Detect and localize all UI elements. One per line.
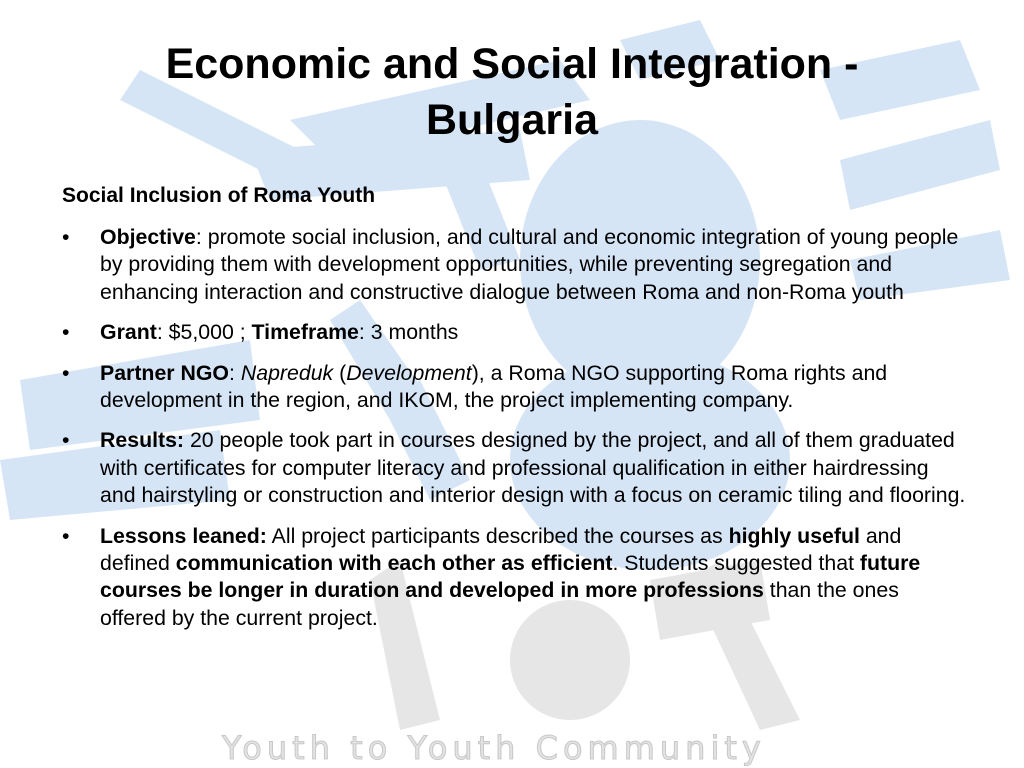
- bullet-results: [62, 427, 968, 509]
- bullet-label-timeframe: Timeframe: [251, 320, 359, 345]
- bullet-text: than the ones offered by the current project.: [100, 578, 899, 630]
- bullet-dot: •: [62, 225, 70, 249]
- bullet-text: : 3 months: [358, 320, 459, 345]
- bullet-text: and defined: [100, 523, 902, 576]
- bullet-text: . Students suggested that: [612, 551, 860, 576]
- bullet-text: :: [229, 360, 241, 385]
- title-line-1: Economic and Social Integration -: [165, 40, 859, 88]
- ngo-translation: Development: [346, 360, 472, 385]
- footer-watermark-text: Youth to Youth Community: [222, 729, 766, 767]
- bullet-dot: •: [62, 428, 70, 453]
- bullet-label: Grant: [100, 320, 157, 345]
- bullet-objective: [62, 224, 968, 306]
- bullet-label: Results:: [100, 428, 185, 453]
- title-line-2: Bulgaria: [425, 96, 599, 144]
- bullet-label: Lessons leaned:: [100, 523, 267, 548]
- bullet-text: : promote social inclusion, and cultural and economic integration of young people by providing them with development opportunities, while preventing segregation and enhancing interaction and constructive dialogue between Roma and non-Roma youth: [100, 225, 959, 304]
- bullet-emphasis: highly useful: [728, 523, 860, 548]
- bullet-partner-ngo: [62, 360, 968, 415]
- bullet-text: 20 people took part in courses designed by the project, and all of them graduated with certificates for computer literacy and professional qualification in either hairdressing and hairstyling or construction and interior design with a focus on ceramic tiling and flooring.: [100, 428, 966, 508]
- bullet-text: : $5,000 ;: [156, 320, 252, 345]
- bullet-list: [62, 224, 968, 645]
- bullet-label: Partner NGO: [100, 360, 229, 385]
- bullet-label: Objective: [100, 225, 196, 249]
- bullet-text: (: [333, 360, 347, 385]
- bullet-grant: [62, 319, 968, 346]
- slide-title: [60, 36, 964, 148]
- bullet-dot: •: [62, 320, 70, 345]
- bullet-emphasis: communication with each other as efficient: [175, 551, 613, 576]
- section-subtitle: Social Inclusion of Roma Youth: [62, 184, 376, 207]
- bullet-dot: •: [62, 523, 70, 548]
- bullet-lessons: [62, 523, 968, 633]
- ngo-name: Napreduk: [240, 360, 334, 385]
- bullet-dot: •: [62, 360, 70, 385]
- bullet-emphasis: future courses be longer in duration and developed in more professions: [100, 551, 921, 603]
- bullet-text: ), a Roma NGO supporting Roma rights and development in the region, and IKOM, the project implementing company.: [100, 360, 888, 413]
- bullet-text: All project participants described the courses as: [266, 523, 729, 548]
